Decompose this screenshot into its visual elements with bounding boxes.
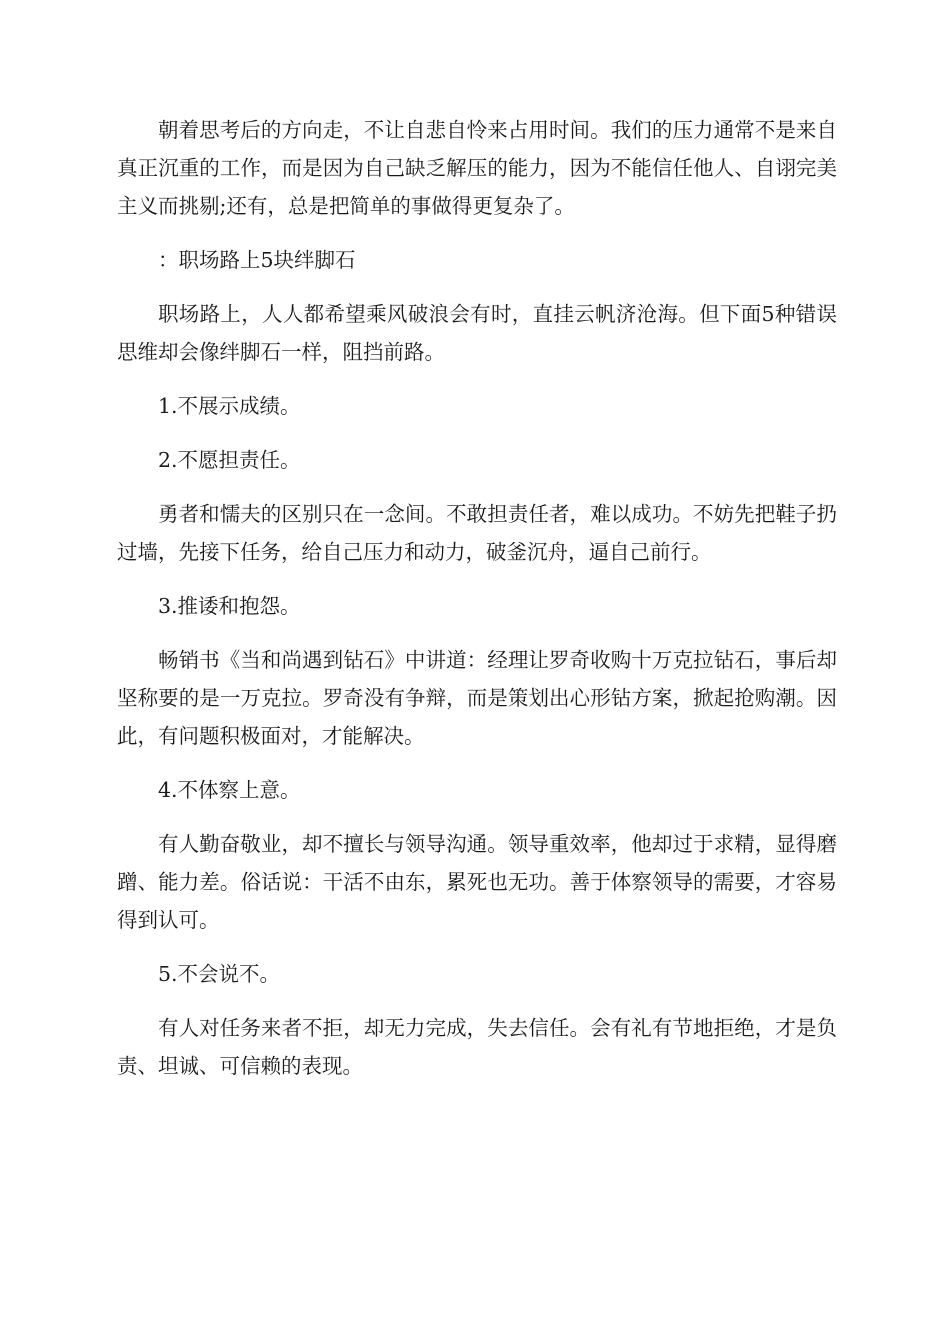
list-item-1: 1.不展示成绩。	[158, 394, 301, 418]
paragraph-responsibility: 勇者和懦夫的区别只在一念间。不敢担责任者，难以成功。不妨先把鞋子扔过墙，先接下任务，给自己压力和动力，破釜沉舟，逼自己前行。	[117, 502, 837, 564]
list-item-2: 2.不愿担责任。	[158, 448, 301, 472]
list-item-5: 5.不会说不。	[158, 962, 281, 986]
paragraph-stress-intro: 朝着思考后的方向走，不让自悲自怜来占用时间。我们的压力通常不是来自真正沉重的工作，而是因为自己缺乏解压的能力，因为不能信任他人、自诩完美主义而挑剔;还有，总是把简单的事做得更复杂了。	[117, 118, 837, 218]
paragraph-saying-no: 有人对任务来者不拒，却无力完成，失去信任。会有礼有节地拒绝，才是负责、坦诚、可信赖的表现。	[117, 1016, 837, 1078]
section-heading-stumbling-blocks: ：职场路上5块绊脚石	[158, 248, 356, 272]
list-item-3: 3.推诿和抱怨。	[158, 594, 301, 618]
paragraph-communication: 有人勤奋敬业，却不擅长与领导沟通。领导重效率，他却过于求精，显得磨蹭、能力差。俗话说：干活不由东，累死也无功。善于体察领导的需要，才容易得到认可。	[117, 832, 837, 932]
paragraph-diamond-story: 畅销书《当和尚遇到钻石》中讲道：经理让罗奇收购十万克拉钻石，事后却坚称要的是一万克拉。罗奇没有争辩，而是策划出心形钻方案，掀起抢购潮。因此，有问题积极面对，才能解决。	[117, 648, 837, 748]
paragraph-career-intro: 职场路上，人人都希望乘风破浪会有时，直挂云帆济沧海。但下面5种错误思维却会像绊脚石一样，阻挡前路。	[117, 302, 837, 364]
list-item-4: 4.不体察上意。	[158, 778, 301, 802]
